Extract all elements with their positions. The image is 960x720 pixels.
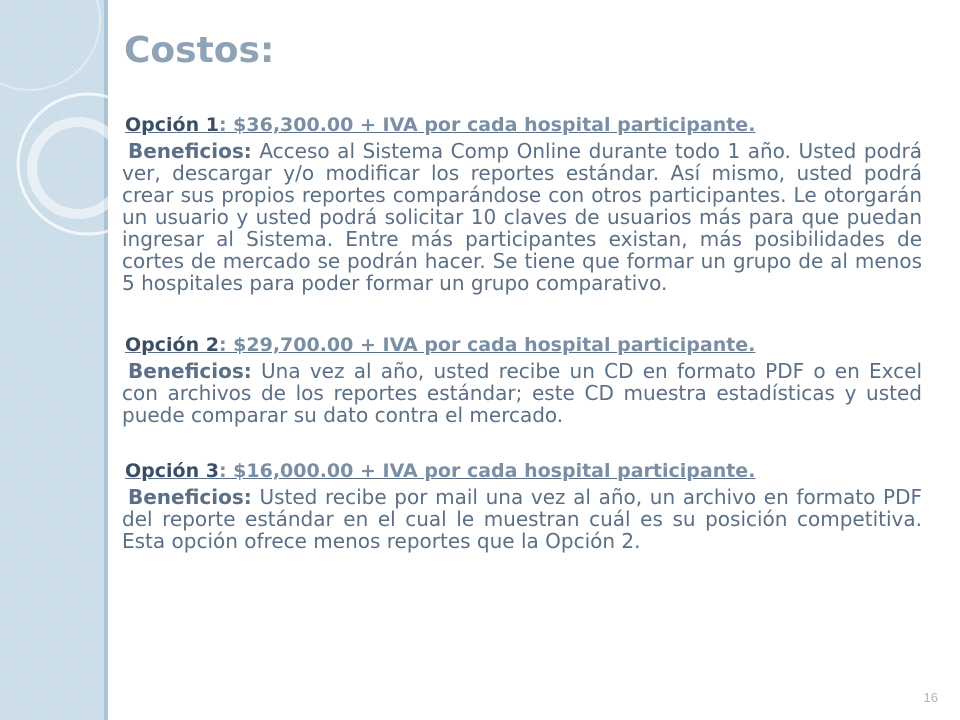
option-3-price: : $16,000.00 + IVA por cada hospital participante. [218,460,756,482]
deco-circle-top [0,0,100,90]
deco-circle-small [32,122,124,214]
option-2-label: Opción 2 [125,334,219,356]
option-3-benefits [122,486,922,552]
option-3-heading [122,460,922,482]
spacer [122,426,922,460]
option-1-benefits-label: Beneficios: [128,139,252,163]
option-1-price: : $36,300.00 + IVA por cada hospital participante. [218,114,756,136]
option-3-benefits-label: Beneficios: [128,485,252,509]
option-2-heading [122,334,922,356]
page-number: 16 [923,690,938,705]
spacer [122,294,922,334]
option-2-benefits [122,360,922,426]
option-2-benefits-label: Beneficios: [128,359,252,383]
option-2-benefits-text: Una vez al año, usted recibe un CD en formato PDF o en Excel con archivos de los reportes estándar; este CD muestra estadísticas y usted puede comparar su dato contra el mercado. [122,359,922,427]
option-1-benefits-text: Acceso al Sistema Comp Online durante todo 1 año. Usted podrá ver, descargar y/o modificar los reportes estándar. Así mismo, usted podrá crear sus propios reportes comparándose con otros participantes. Le otorgarán un usuario y usted podrá solicitar 10 claves de usuarios más para que puedan ingresar al Sistema. Entre más participantes existan, más posibilidades de cortes de mercado se podrán hacer. Se tiene que formar un grupo de al menos 5 hospitales para poder formar un grupo comparativo. [122,139,922,295]
option-3-benefits-text: Usted recibe por mail una vez al año, un archivo en formato PDF del reporte estándar en el cual le muestran cuál es su posición competitiva. Esta opción ofrece menos reportes que la Opción 2. [122,485,922,553]
option-3-label: Opción 3 [125,460,219,482]
option-1-label: Opción 1 [125,114,219,136]
option-1-benefits [122,140,922,294]
option-2-price: : $29,700.00 + IVA por cada hospital participante. [218,334,756,356]
slide-title: Costos: [124,30,275,71]
option-1-heading [122,114,922,136]
decorative-circles [0,0,140,260]
slide-content [122,114,922,552]
